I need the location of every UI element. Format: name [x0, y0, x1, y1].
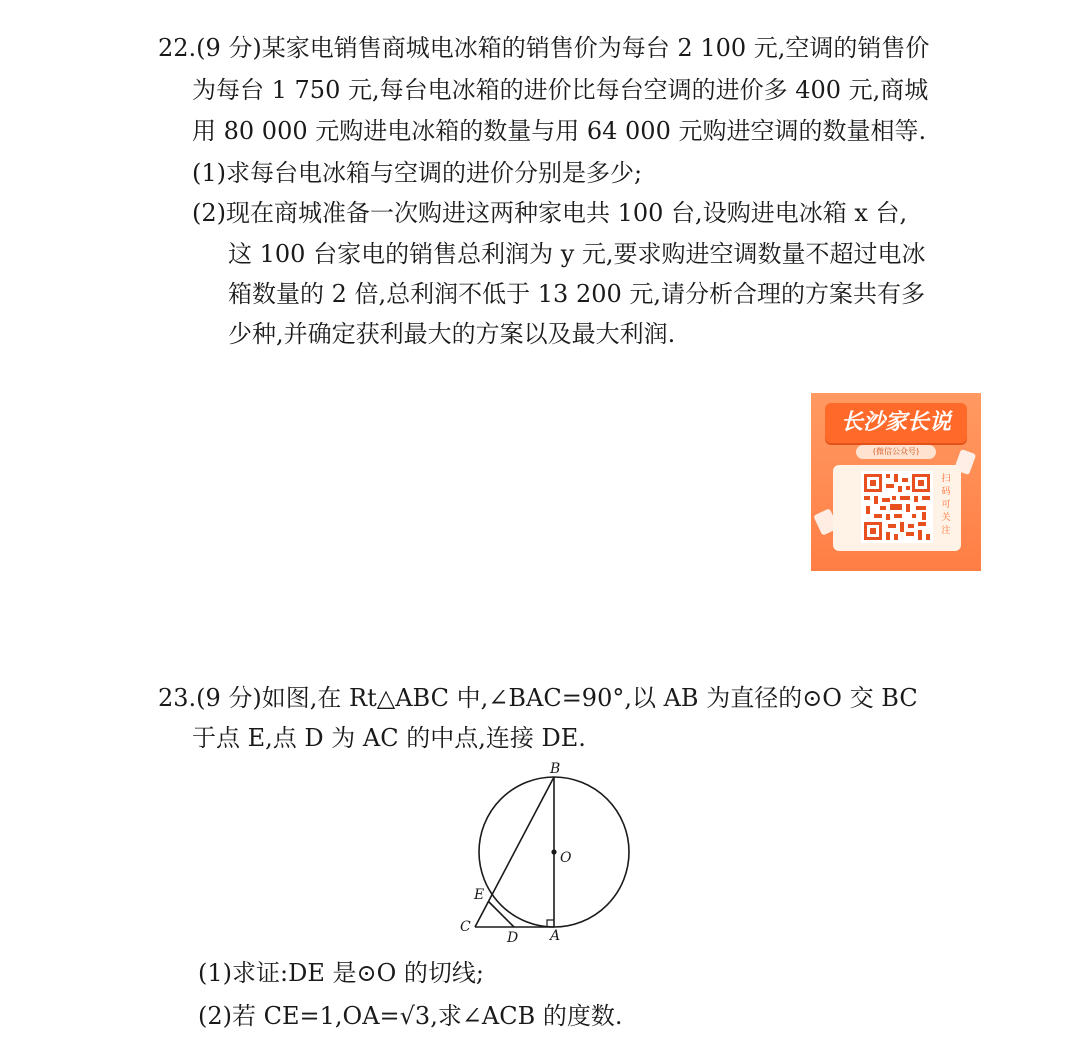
label-d: D — [507, 930, 519, 946]
q22-line-2: 为每台 1 750 元,每台电冰箱的进价比每台空调的进价多 400 元,商城 — [192, 76, 929, 104]
q22-line-1: 22.(9 分)某家电销售商城电冰箱的销售价为每台 2 100 元,空调的销售价 — [158, 34, 930, 62]
badge-card — [833, 465, 961, 551]
right-angle-mark — [547, 920, 554, 927]
label-o: O — [560, 850, 572, 866]
q23-line-1: 23.(9 分)如图,在 Rt△ABC 中,∠BAC=90°,以 AB 为直径的⊙O 交 BC — [158, 684, 918, 712]
q23-part1: (1)求证:DE 是⊙O 的切线; — [198, 959, 484, 987]
label-c: C — [460, 919, 471, 935]
label-b: B — [550, 761, 561, 777]
qr-code-icon[interactable] — [861, 471, 933, 543]
q22-part2-line-3: 箱数量的 2 倍,总利润不低于 13 200 元,请分析合理的方案共有多 — [228, 280, 926, 308]
badge-side-text: 扫码可关注 — [941, 474, 951, 536]
geometry-figure — [450, 758, 650, 948]
qr-badge[interactable] — [811, 393, 981, 571]
badge-subtitle: (微信公众号) — [856, 445, 936, 459]
q22-part2-line-4: 少种,并确定获利最大的方案以及最大利润. — [228, 320, 676, 348]
badge-title: 长沙家长说 — [825, 403, 967, 443]
q23-part2: (2)若 CE=1,OA=√3,求∠ACB 的度数. — [198, 1002, 623, 1030]
q22-part2-line-1: (2)现在商城准备一次购进这两种家电共 100 台,设购进电冰箱 x 台, — [192, 199, 908, 227]
q22-part1: (1)求每台电冰箱与空调的进价分别是多少; — [192, 159, 643, 187]
label-e: E — [474, 887, 485, 903]
segment-bc — [475, 777, 554, 927]
q23-line-2: 于点 E,点 D 为 AC 的中点,连接 DE. — [192, 724, 586, 752]
center-dot — [551, 849, 556, 854]
label-a: A — [550, 928, 561, 944]
q22-line-3: 用 80 000 元购进电冰箱的数量与用 64 000 元购进空调的数量相等. — [192, 117, 927, 145]
q22-part2-line-2: 这 100 台家电的销售总利润为 y 元,要求购进空调数量不超过电冰 — [228, 240, 926, 268]
